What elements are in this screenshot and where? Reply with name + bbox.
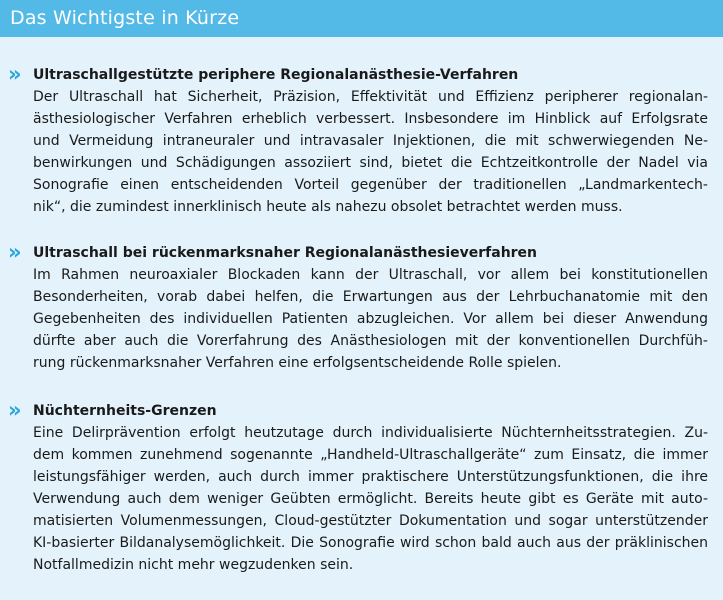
paragraph-line: dem kommen zunehmend sogenannte „Handheld-Ultraschallgeräte“ zum Einsatz, die immer bbox=[33, 447, 708, 463]
paragraph-line: Sonografie einen entscheidenden Vorteil gegenüber der traditionellen „Landmarkentech- bbox=[33, 177, 708, 193]
paragraph-line: und Vermeidung intraneuraler und intravasaler Injektionen, die mit schwerwiegenden Ne- bbox=[33, 133, 708, 149]
bullet-chevron-icon: » bbox=[8, 62, 22, 86]
paragraph-line: rung rückenmarksnaher Verfahren eine erfolgsentscheidende Rolle spielen. bbox=[33, 355, 562, 371]
paragraph-line: ästhesiologischer Verfahren erheblich verbessert. Insbesondere im Hinblick auf Erfolgsrate bbox=[33, 111, 708, 127]
bullet-chevron-icon: » bbox=[8, 398, 22, 422]
paragraph-line: Gegebenheiten des individuellen Patienten abzugleichen. Vor allem bei dieser Anwendung bbox=[33, 311, 708, 327]
paragraph-line: Verwendung auch dem weniger Geübten ermöglicht. Bereits heute gibt es Geräte mit auto- bbox=[33, 491, 708, 507]
section-title: Ultraschall bei rückenmarksnaher Regionalanästhesieverfahren bbox=[33, 245, 538, 261]
paragraph-line: leistungsfähiger werden, auch durch immer praktischere Unterstützungsfunktionen, die ihre bbox=[33, 469, 708, 485]
summary-header bbox=[0, 0, 723, 37]
summary-title: Das Wichtigste in Kürze bbox=[10, 7, 240, 29]
section-title: Ultraschallgestützte periphere Regionalanästhesie-Verfahren bbox=[33, 67, 519, 83]
paragraph-line: Der Ultraschall hat Sicherheit, Präzision, Effektivität und Effizienz peripherer regionalan- bbox=[33, 89, 708, 105]
paragraph-line: dürfte aber auch die Vorerfahrung des Anästhesiologen mit der konventionellen Durchfüh- bbox=[33, 333, 708, 349]
paragraph-line: KI-basierter Bildanalysemöglichkeit. Die Sonografie wird schon bald auch aus der präklinischen bbox=[33, 535, 708, 551]
paragraph-line: Eine Delirprävention erfolgt heutzutage durch individualisierte Nüchternheitsstrategien. Zu- bbox=[33, 425, 708, 441]
paragraph-line: benwirkungen und Schädigungen assoziiert sind, bietet die Echtzeitkontrolle der Nadel via bbox=[33, 155, 708, 171]
paragraph-line: Besonderheiten, vorab dabei helfen, die Erwartungen aus der Lehrbuchanatomie mit den bbox=[33, 289, 708, 305]
paragraph-line: matisierten Volumenmessungen, Cloud-gestützter Dokumentation und sogar unterstützender bbox=[33, 513, 708, 529]
section-title: Nüchternheits-Grenzen bbox=[33, 403, 217, 419]
paragraph-line: nik“, die zumindest innerklinisch heute als nahezu obsolet betrachtet werden muss. bbox=[33, 199, 623, 215]
bullet-chevron-icon: » bbox=[8, 240, 22, 264]
paragraph-line: Notfallmedizin nicht mehr wegzudenken sein. bbox=[33, 557, 354, 573]
paragraph-line: Im Rahmen neuroaxialer Blockaden kann der Ultraschall, vor allem bei konstitutionellen bbox=[33, 267, 708, 283]
